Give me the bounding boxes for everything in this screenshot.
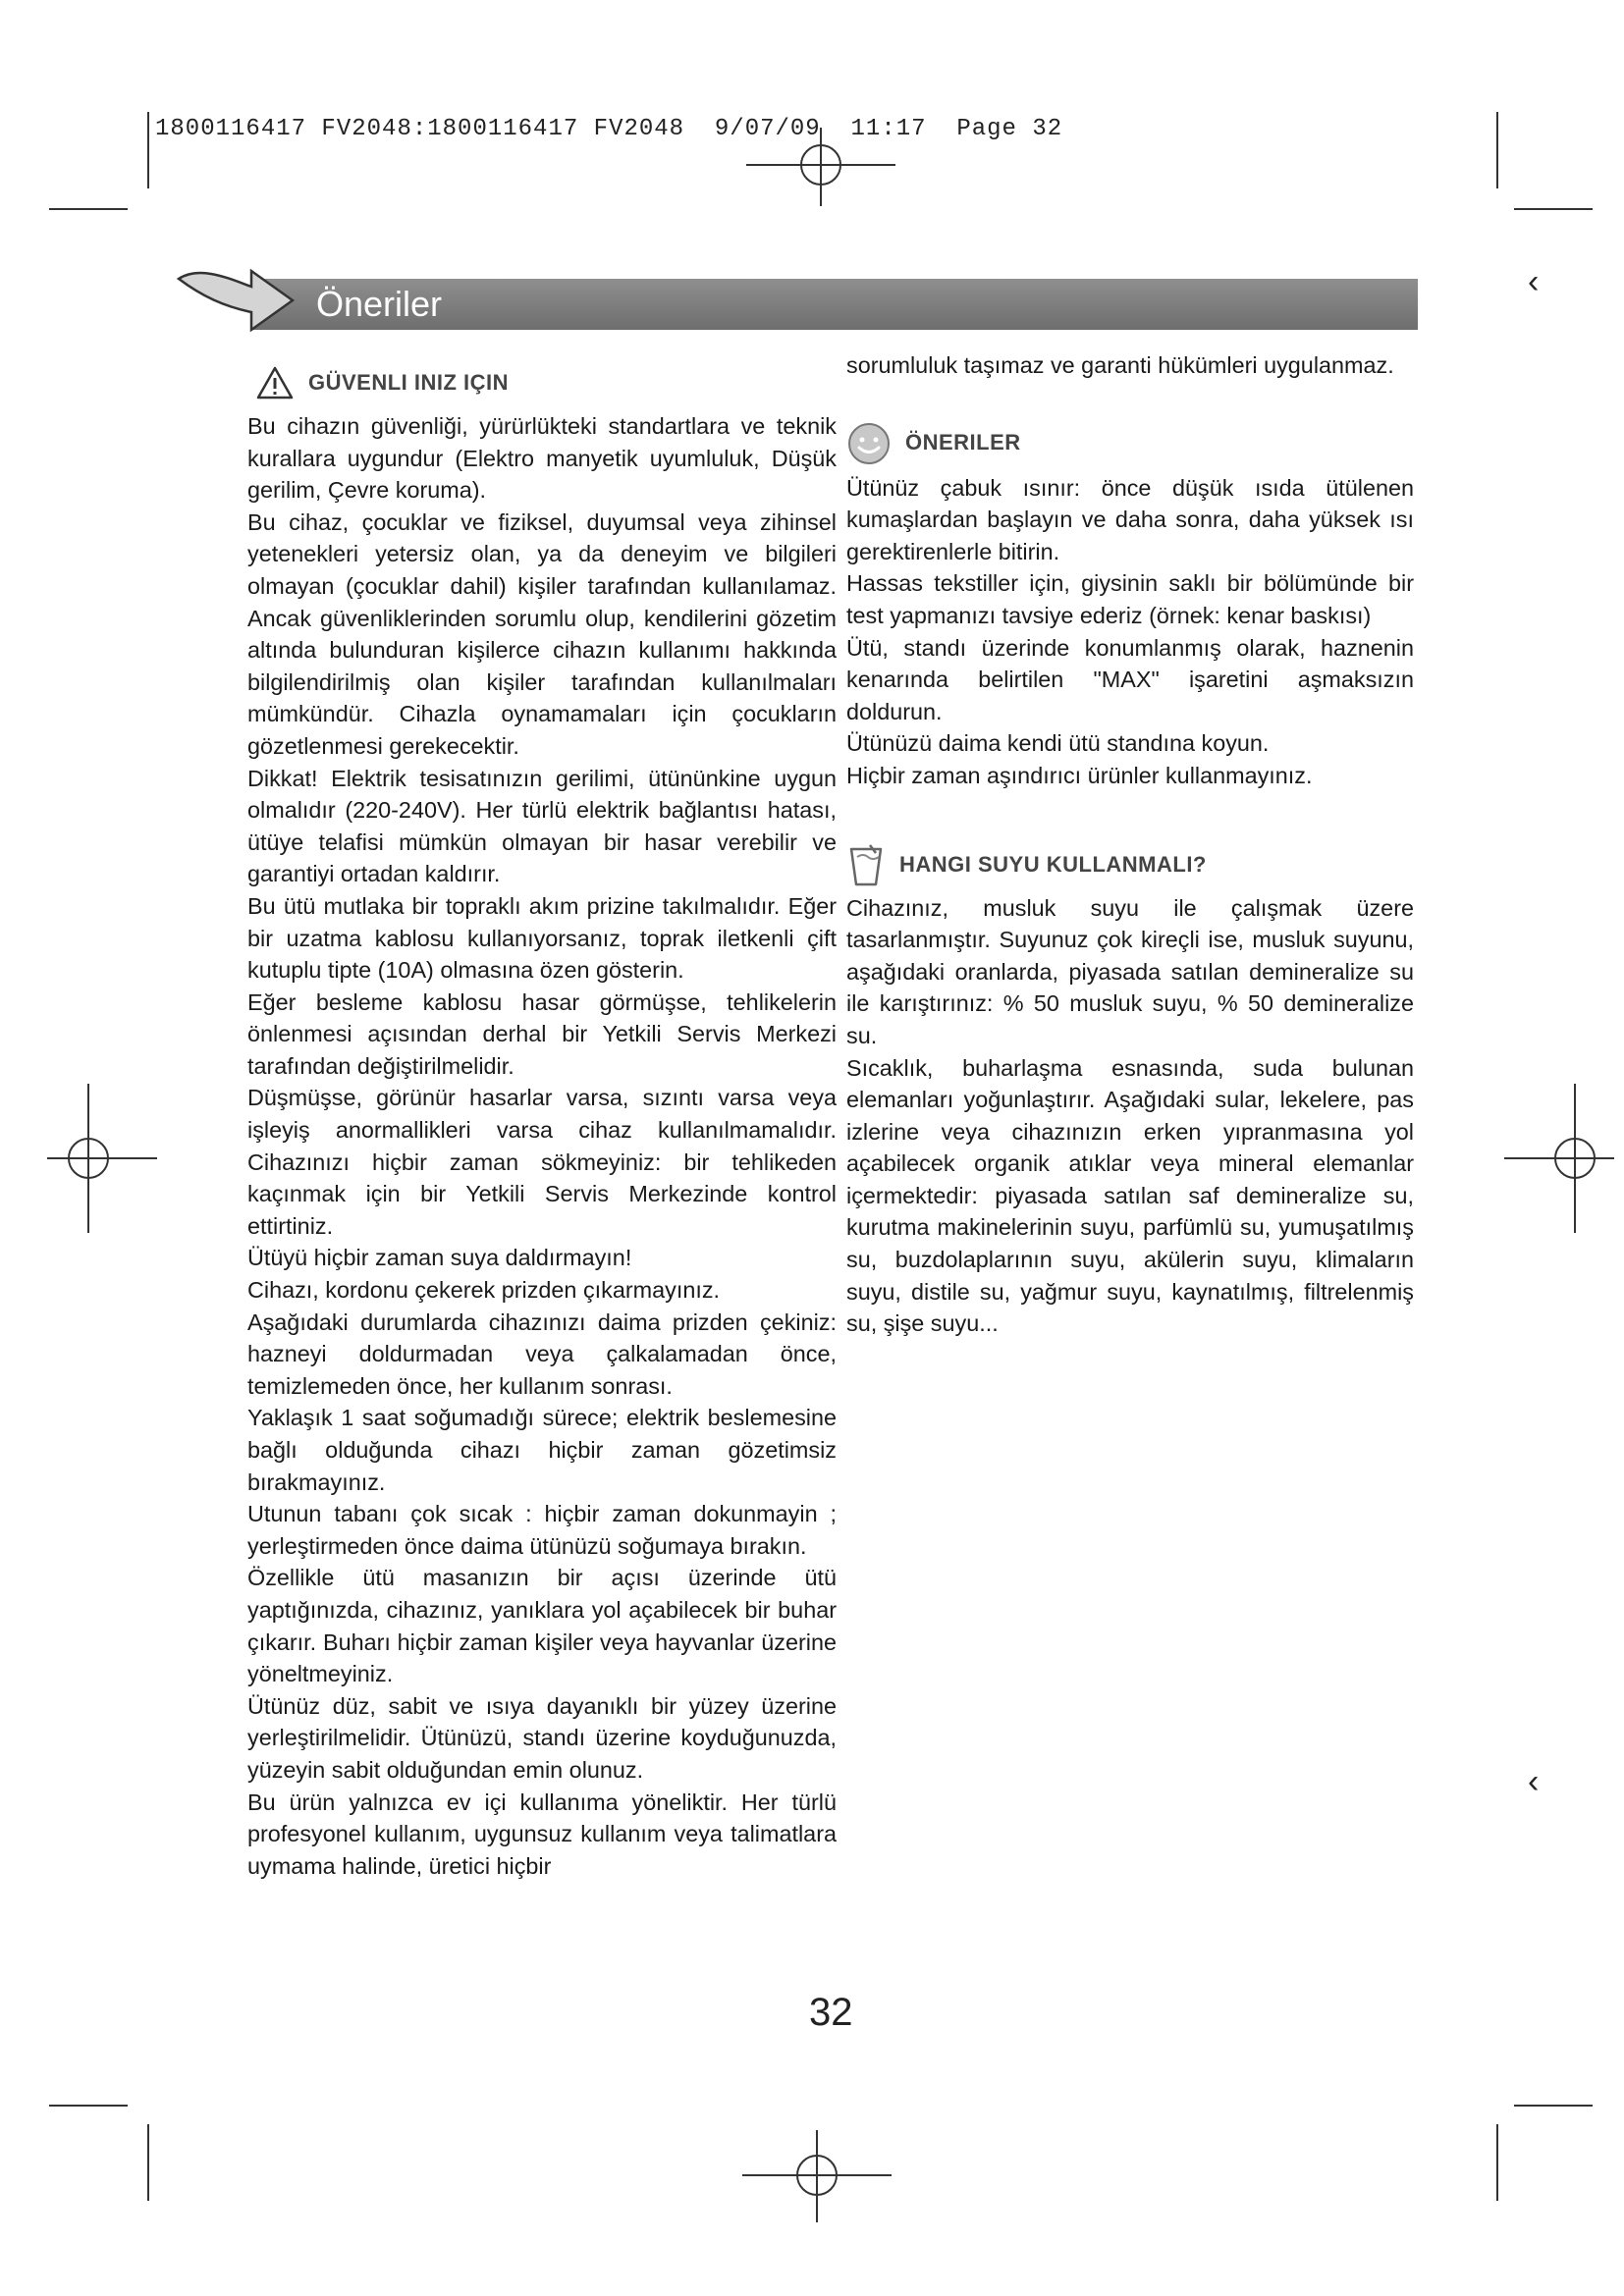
safety-paragraph: Bu ürün yalnızca ev içi kullanıma yöneliktir. Her türlü profesyonel kullanım, uygunsuz kullanım veya talimatlara uymama halinde, üretici hiçbir (247, 1789, 837, 1879)
crop-mark-top-left-horizontal (49, 208, 128, 210)
safety-paragraph: Aşağıdaki durumlarda cihazınızı daima prizden çekiniz: hazneyi doldurmadan veya çalkalamadan önce, temizlemeden önce, her kullanım sonrası. (247, 1308, 837, 1399)
registration-mark-bottom (738, 2120, 895, 2228)
safety-paragraph: Yaklaşık 1 saat soğumadığı sürece; elektrik beslemesine bağlı olduğunda cihazı hiçbir zaman gözetimsiz bırakmayınız. (247, 1405, 837, 1495)
safety-paragraph: Bu cihazın güvenliği, yürürlükteki standartlara ve teknik kurallara uygundur (Elektro manyetik uyumluluk, Düşük gerilim, Çevre koruma). (247, 413, 837, 504)
tips-paragraph: Ütü, standı üzerinde konumlanmış olarak, haznenin kenarında belirtilen "MAX" işaretini aşmaksızın doldurun. (846, 634, 1414, 724)
tips-paragraph: Hassas tekstiller için, giysinin saklı bir bölümünde bir test yapmanızı tavsiye ederiz (örnek: kenar baskısı) (846, 570, 1414, 628)
crop-mark-top-left-vertical (147, 112, 149, 188)
safety-heading (255, 365, 509, 400)
crop-mark-top-right-horizontal (1514, 208, 1593, 210)
water-heading (846, 843, 1414, 888)
safety-paragraph: Bu ütü mutlaka bir topraklı akım prizine takılmalıdır. Eğer bir uzatma kablosu kullanıyorsanız, toprak iletkenli çift kutuplu tipte (10A) olmasına özen gösterin. (247, 892, 837, 984)
section-title: Öneriler (316, 284, 443, 324)
water-paragraph: Sıcaklık, buharlaşma esnasında, suda bulunan elemanları yoğunlaştırır. Aşağıdaki sular, lekelere, pas izlerine veya cihazınızın erken yıpranmasına yol açabilecek organik atıklar veya mineral elemanlar içermektedir: piyasada satılan saf demineralize su, kurutma makinelerinin suyu, parfümlü su, yumuşatılmış su, buzdolaplarının suyu, akülerin suyu, klimaların suyu, distile su, yağmur suyu, kaynatılmış, filtrelenmiş su, şişe suyu... (846, 1054, 1414, 1337)
tips-paragraph: Ütünüz çabuk ısınır: önce düşük ısıda ütülenen kumaşlardan başlayın ve daha sonra, daha yüksek ısı gerektirenlerle bitirin. (846, 474, 1414, 564)
continuation-text: sorumluluk taşımaz ve garanti hükümleri uygulanmaz. (846, 352, 1394, 378)
registration-mark-right (1496, 1080, 1614, 1237)
smiley-icon (846, 421, 892, 466)
side-marker-top: ‹ (1528, 263, 1540, 300)
crop-mark-bottom-left-vertical (147, 2124, 149, 2201)
safety-paragraph: Özellikle ütü masanızın bir açısı üzerinde ütü yaptığınızda, cihazınız, yanıklara yol açabilecek bir buhar çıkarır. Buharı hiçbir zaman kişiler veya hayvanlar üzerine yöneltmeyiniz. (247, 1565, 837, 1687)
crop-mark-bottom-left-horizontal (49, 2105, 128, 2107)
safety-paragraph: Düşmüşse, görünür hasarlar varsa, sızıntı varsa veya işleyiş anormallikleri varsa cihaz kullanılmamalıdır. Cihazınızı hiçbir zaman sökmeyiniz: bir tehlikeden kaçınmak için bir Yetkili Servis Merkezinde kontrol ettirtiniz. (247, 1085, 837, 1239)
tips-heading (846, 421, 1414, 466)
tips-heading-text: ÖNERILER (905, 430, 1021, 455)
safety-paragraph: Dikkat! Elektrik tesisatınızın gerilimi, ütününkine uygun olmalıdır (220-240V). Her türlü elektrik bağlantısı hatası, ütüye telafisi mümkün olmayan bir hasar verebilir ve garantiyi ortadan kaldırır. (247, 765, 837, 887)
safety-paragraph: Bu cihaz, çocuklar ve fiziksel, duyumsal veya zihinsel yetenekleri yetersiz olan, ya da deneyim ve bilgileri olmayan (çocuklar dahil) kişiler tarafından kullanılamaz. Ancak güvenliklerinden sorumlu olup, kendilerini gözetim altında bulunduran kişilerce cihazın kullanımı hakkında bilgilendirilmiş olan kişiler tarafından kullanılmaları mümkündür. Cihazla oynamamaları için çocukların gözetlenmesi gerekecektir. (247, 508, 837, 759)
crop-mark-top-right-vertical (1496, 112, 1498, 188)
print-slug: 1800116417 FV2048:1800116417 FV2048 9/07/09 11:17 Page 32 (155, 116, 1063, 142)
water-glass-icon (846, 843, 886, 888)
side-marker-bottom: ‹ (1528, 1763, 1540, 1800)
page-number: 32 (809, 1991, 853, 2034)
crop-mark-bottom-right-horizontal (1514, 2105, 1593, 2107)
arrow-icon (173, 257, 300, 336)
warning-icon (255, 365, 295, 400)
safety-paragraph: Ütünüz düz, sabit ve ısıya dayanıklı bir yüzey üzerine yerleştirilmelidir. Ütünüzü, standı üzerine koyduğunuzda, yüzeyin sabit olduğundan emin olunuz. (247, 1692, 837, 1783)
water-paragraph: Cihazınız, musluk suyu ile çalışmak üzere tasarlanmıştır. Suyunuz çok kireçli ise, musluk suyunu, aşağıdaki oranlarda, piyasada satılan demineralize su ile karıştırınız: % 50 musluk suyu, % 50 demineralize su. (846, 894, 1414, 1048)
safety-paragraph: Ütüyü hiçbir zaman suya daldırmayın! (247, 1245, 632, 1271)
safety-paragraph: Cihazı, kordonu çekerek prizden çıkarmayınız. (247, 1277, 721, 1304)
right-column (846, 349, 1414, 1340)
tips-paragraph: Hiçbir zaman aşındırıcı ürünler kullanmayınız. (846, 762, 1313, 788)
tips-paragraph: Ütünüzü daima kendi ütü standına koyun. (846, 730, 1270, 757)
safety-paragraph: Utunun tabanı çok sıcak : hiçbir zaman dokunmayin ; yerleştirmeden önce daima ütünüzü soğumaya bırakın. (247, 1501, 837, 1559)
safety-paragraph: Eğer besleme kablosu hasar görmüşse, tehlikelerin önlenmesi açısından derhal bir Yetkili Servis Merkezi tarafından değiştirilmelidir. (247, 988, 837, 1079)
safety-heading-text: GÜVENLI INIZ IÇIN (308, 369, 510, 395)
safety-column (247, 369, 837, 1882)
water-heading-text: HANGI SUYU KULLANMALI? (899, 852, 1207, 878)
registration-mark-left (47, 1080, 165, 1237)
crop-mark-bottom-right-vertical (1496, 2124, 1498, 2201)
registration-mark-top (742, 118, 899, 216)
